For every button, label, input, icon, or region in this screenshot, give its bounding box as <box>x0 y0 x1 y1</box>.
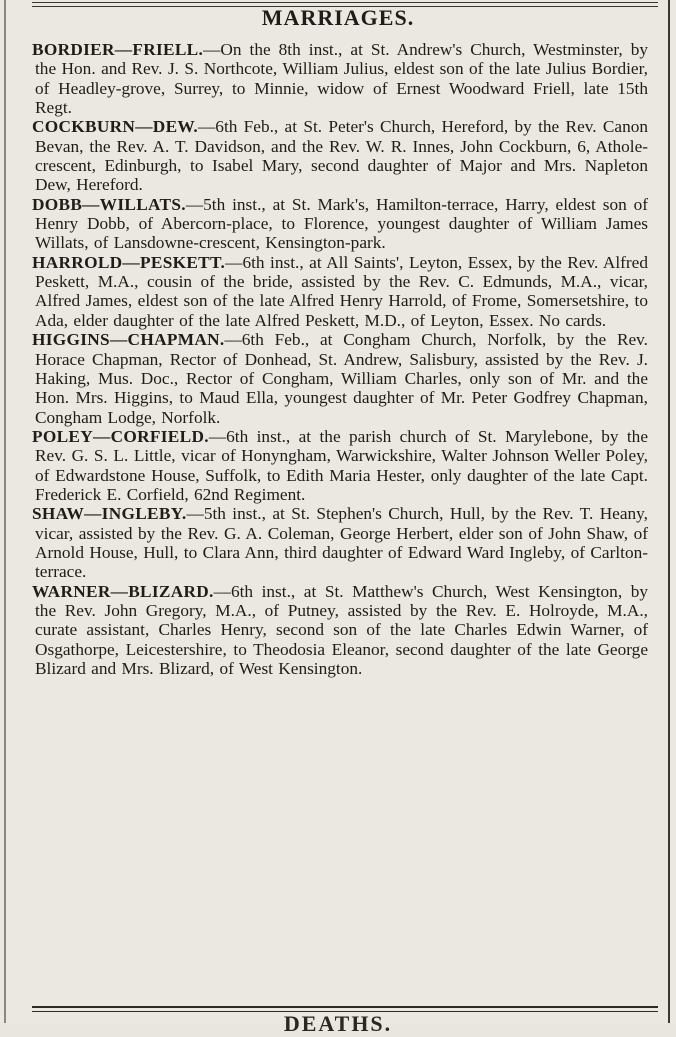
left-column-rule <box>4 0 6 1023</box>
announcements-column <box>32 40 648 678</box>
marriage-notice <box>32 117 648 194</box>
marriage-notice <box>32 40 648 117</box>
notice-names: SHAW—INGLEBY. <box>32 504 187 524</box>
notice-text: —6th Feb., at Congham Church, Norfolk, by the Rev. Horace Chapman, Rector of Donhead, St. Andrew, Salisbury, assisted by the Rev. J. Haking, Mus. Doc., Rector of Congham, William Charles, only son of Mr. and the Hon. Mrs. Higgins, to Maud Ella, youngest daughter of Mr. Peter Godfrey Chapman, Congham Lodge, Norfolk. <box>35 330 648 427</box>
notice-text: —5th inst., at St. Mark's, Hamilton-terrace, Harry, eldest son of Henry Dobb, of Abercorn-place, to Florence, youngest daughter of William James Willats, of Lansdowne-crescent, Kensington-park. <box>35 194 648 253</box>
notice-names: WARNER—BLIZARD. <box>32 581 214 601</box>
notice-names: HARROLD—PESKETT. <box>32 252 226 272</box>
section-heading: MARRIAGES. <box>261 5 415 30</box>
notice-text: —6th inst., at the parish church of St. Marylebone, by the Rev. G. S. L. Little, vicar of Honyngham, Warwickshire, Walter Johnson Weller Poley, of Edwardstone House, Suffolk, to Edith Maria Hester, only daughter of the late Capt. Frederick E. Corfield, 62nd Regiment. <box>35 426 648 504</box>
notice-text: —6th inst., at St. Matthew's Church, West Kensington, by the Rev. John Gregory, M.A., of Putney, assisted by the Rev. E. Holroyde, M.A., curate assistant, Charles Henry, second son of the late Charles Edwin Warner, of Osgathorpe, Leicestershire, to Theodosia Eleanor, second daughter of the late George Blizard and Mrs. Blizard, of West Kensington. <box>35 581 648 678</box>
notice-names: POLEY—CORFIELD. <box>32 426 209 446</box>
marriage-notice <box>32 582 648 679</box>
marriage-notice <box>32 195 648 253</box>
notice-names: BORDIER—FRIELL. <box>32 40 204 59</box>
marriage-notice <box>32 253 648 330</box>
marriage-notice <box>32 427 648 504</box>
right-column-rule <box>668 0 670 1023</box>
notice-text: —On the 8th inst., at St. Andrew's Church, Westminster, by the Hon. and Rev. J. S. Northcote, William Julius, eldest son of the late Julius Bordier, of Headley-grove, Surrey, to Minnie, widow of Ernest Woodward Friell, late 15th Regt. <box>35 40 648 118</box>
notice-names: HIGGINS—CHAPMAN. <box>32 330 225 350</box>
notice-names: DOBB—WILLATS. <box>32 194 186 214</box>
marriage-notice <box>32 504 648 581</box>
notice-text: —6th inst., at All Saints', Leyton, Essex, by the Rev. Alfred Peskett, M.A., cousin of the bride, assisted by the Rev. C. Edmunds, M.A., vicar, Alfred James, eldest son of the late Alfred Henry Harrold, of Frome, Somersetshire, to Ada, elder daughter of the late Alfred Peskett, M.D., of Leyton, Essex. No cards. <box>35 252 648 330</box>
next-section-heading: DEATHS. <box>283 1011 393 1036</box>
marriage-notice <box>32 330 648 427</box>
notice-text: —6th Feb., at St. Peter's Church, Hereford, by the Rev. Canon Bevan, the Rev. A. T. Davidson, and the Rev. W. R. Innes, John Cockburn, 6, Athole-crescent, Edinburgh, to Isabel Mary, second daughter of Major and Mrs. Napleton Dew, Hereford. <box>35 117 648 195</box>
notice-names: COCKBURN—DEW. <box>32 117 199 137</box>
notice-text: —5th inst., at St. Stephen's Church, Hull, by the Rev. T. Heany, vicar, assisted by the Rev. G. A. Coleman, George Herbert, elder son of John Shaw, of Arnold House, Hull, to Clara Ann, third daughter of Edward Ward Ingleby, of Carlton-terrace. <box>35 504 648 582</box>
